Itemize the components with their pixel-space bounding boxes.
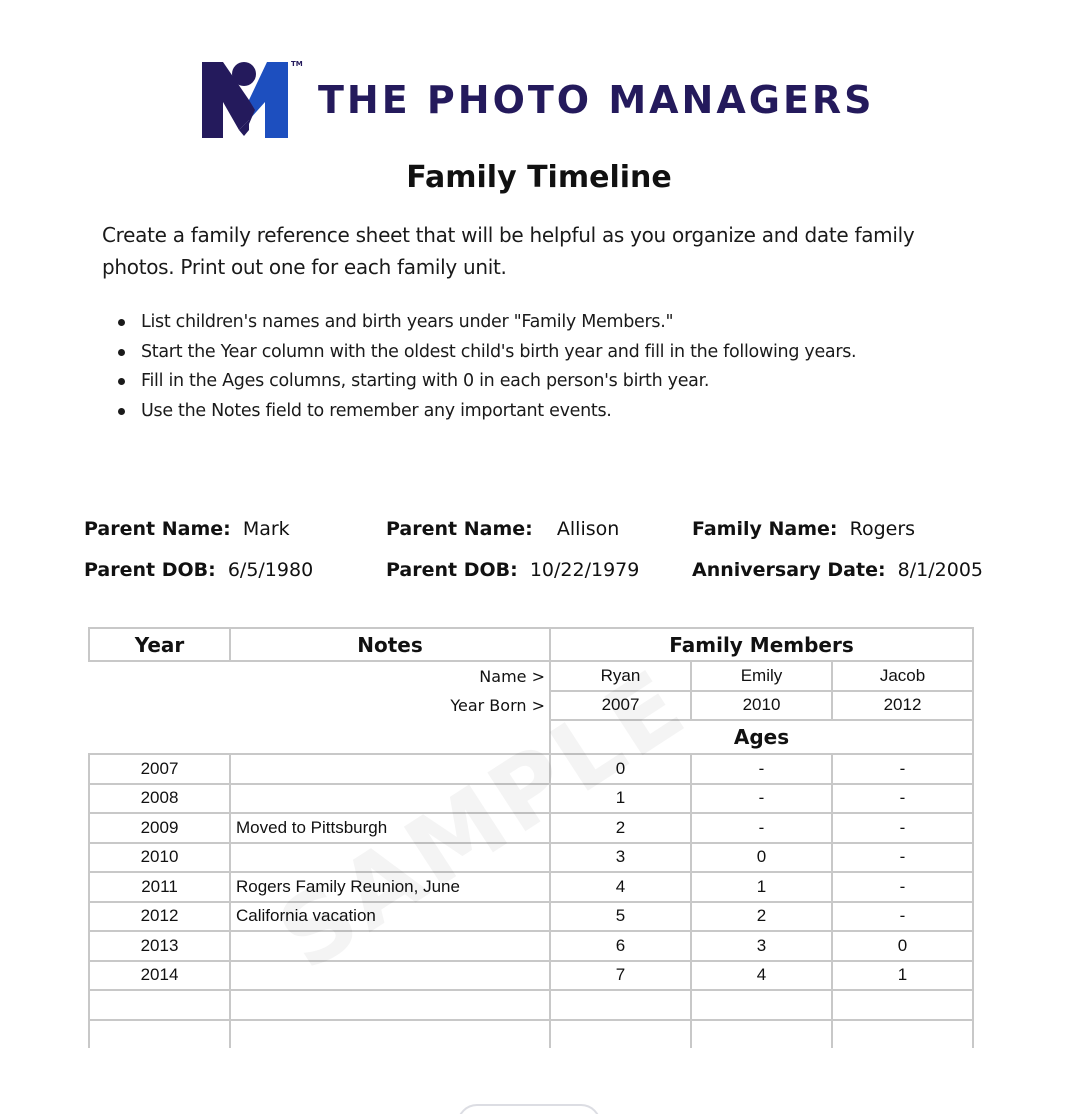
member-name-cell[interactable]: Ryan <box>550 661 691 691</box>
parent1-dob-field <box>84 559 313 581</box>
intro-paragraph: Create a family reference sheet that will be helpful as you organize and date family photos. Print out one for each family unit. <box>102 223 915 279</box>
member-name-cell[interactable]: Jacob <box>832 661 973 691</box>
year-cell[interactable] <box>89 990 230 1020</box>
table-row <box>89 931 973 961</box>
table-row <box>89 843 973 873</box>
parent2-dob-label: Parent DOB: <box>386 559 518 581</box>
age-cell[interactable]: - <box>832 813 973 843</box>
parent2-name-field <box>386 518 619 540</box>
parent1-name-label: Parent Name: <box>84 518 231 540</box>
age-cell[interactable] <box>832 990 973 1020</box>
age-cell[interactable]: 3 <box>691 931 832 961</box>
family-members-header: Family Members <box>550 628 973 661</box>
age-cell[interactable]: - <box>691 754 832 784</box>
member-name-row <box>89 661 973 691</box>
logo-mark-icon <box>201 60 301 140</box>
family-name-label: Family Name: <box>692 518 838 540</box>
age-cell[interactable]: 1 <box>550 784 691 814</box>
year-cell[interactable]: 2008 <box>89 784 230 814</box>
notes-cell[interactable]: California vacation <box>230 902 550 932</box>
parent1-dob-value: 6/5/1980 <box>227 559 314 581</box>
age-cell[interactable]: 4 <box>550 872 691 902</box>
member-year-born-cell[interactable]: 2010 <box>691 691 832 721</box>
age-cell[interactable]: 4 <box>691 961 832 991</box>
parent2-name-value: Allison <box>556 518 620 540</box>
table-row <box>89 902 973 932</box>
instruction-item: Fill in the Ages columns, starting with 0 in each person's birth year. <box>118 367 998 397</box>
notes-cell[interactable]: Moved to Pittsburgh <box>230 813 550 843</box>
parent1-dob-label: Parent DOB: <box>84 559 216 581</box>
notes-cell[interactable] <box>230 754 550 784</box>
notes-cell[interactable] <box>230 990 550 1020</box>
bottom-floating-button[interactable] <box>457 1104 601 1114</box>
notes-cell[interactable]: Rogers Family Reunion, June <box>230 872 550 902</box>
parent2-dob-value: 10/22/1979 <box>529 559 640 581</box>
age-cell[interactable] <box>832 1020 973 1048</box>
year-cell[interactable]: 2007 <box>89 754 230 784</box>
instruction-item: Start the Year column with the oldest child's birth year and fill in the following years. <box>118 338 998 368</box>
age-cell[interactable] <box>550 990 691 1020</box>
member-name-cell[interactable]: Emily <box>691 661 832 691</box>
brand-logo <box>201 60 881 140</box>
year-cell[interactable]: 2013 <box>89 931 230 961</box>
table-row <box>89 813 973 843</box>
family-name-value: Rogers <box>849 518 916 540</box>
trademark-label: TM <box>291 60 303 68</box>
instruction-item: Use the Notes field to remember any important events. <box>118 397 998 427</box>
age-cell[interactable]: 2 <box>550 813 691 843</box>
age-cell[interactable]: 7 <box>550 961 691 991</box>
instruction-item: List children's names and birth years under "Family Members." <box>118 308 998 338</box>
year-cell[interactable]: 2009 <box>89 813 230 843</box>
age-cell[interactable]: 2 <box>691 902 832 932</box>
notes-cell[interactable] <box>230 931 550 961</box>
name-row-label: Name > <box>89 661 550 691</box>
age-cell[interactable]: - <box>691 813 832 843</box>
page-title: Family Timeline <box>406 160 672 195</box>
age-cell[interactable]: 1 <box>832 961 973 991</box>
instructions-list <box>118 308 998 426</box>
anniversary-value: 8/1/2005 <box>897 559 984 581</box>
brand-name: THE PHOTO MANAGERS <box>318 78 875 122</box>
year-born-row-label: Year Born > <box>89 691 550 721</box>
age-cell[interactable]: 0 <box>550 754 691 784</box>
age-cell[interactable]: - <box>832 902 973 932</box>
blank-cell <box>89 720 550 754</box>
year-cell[interactable]: 2011 <box>89 872 230 902</box>
table-header-row <box>89 628 973 661</box>
parent2-dob-field <box>386 559 639 581</box>
year-cell[interactable]: 2012 <box>89 902 230 932</box>
age-cell[interactable]: - <box>832 843 973 873</box>
age-cell[interactable] <box>550 1020 691 1048</box>
age-cell[interactable]: - <box>832 784 973 814</box>
age-cell[interactable]: 1 <box>691 872 832 902</box>
anniversary-label: Anniversary Date: <box>692 559 886 581</box>
age-cell[interactable]: 3 <box>550 843 691 873</box>
table-row <box>89 754 973 784</box>
age-cell[interactable]: 5 <box>550 902 691 932</box>
notes-cell[interactable] <box>230 784 550 814</box>
age-cell[interactable] <box>691 1020 832 1048</box>
member-year-born-cell[interactable]: 2007 <box>550 691 691 721</box>
table-row <box>89 784 973 814</box>
parent2-name-label: Parent Name: <box>386 518 533 540</box>
age-cell[interactable]: 6 <box>550 931 691 961</box>
anniversary-field <box>692 559 983 581</box>
ages-header: Ages <box>550 720 973 754</box>
year-cell[interactable] <box>89 1020 230 1048</box>
table-row <box>89 1020 973 1048</box>
year-header: Year <box>89 628 230 661</box>
parent1-name-field <box>84 518 290 540</box>
member-year-born-cell[interactable]: 2012 <box>832 691 973 721</box>
parent1-name-value: Mark <box>242 518 290 540</box>
table-row <box>89 961 973 991</box>
notes-cell[interactable] <box>230 1020 550 1048</box>
year-cell[interactable]: 2014 <box>89 961 230 991</box>
ages-header-row <box>89 720 973 754</box>
year-cell[interactable]: 2010 <box>89 843 230 873</box>
age-cell[interactable]: - <box>691 784 832 814</box>
notes-cell[interactable] <box>230 843 550 873</box>
family-name-field <box>692 518 915 540</box>
notes-cell[interactable] <box>230 961 550 991</box>
age-cell[interactable]: - <box>832 754 973 784</box>
family-timeline-table <box>88 627 974 1048</box>
age-cell[interactable]: 0 <box>691 843 832 873</box>
age-cell[interactable]: 0 <box>832 931 973 961</box>
table-row <box>89 872 973 902</box>
age-cell[interactable] <box>691 990 832 1020</box>
age-cell[interactable]: - <box>832 872 973 902</box>
member-year-born-row <box>89 691 973 721</box>
table-row <box>89 990 973 1020</box>
notes-header: Notes <box>230 628 550 661</box>
